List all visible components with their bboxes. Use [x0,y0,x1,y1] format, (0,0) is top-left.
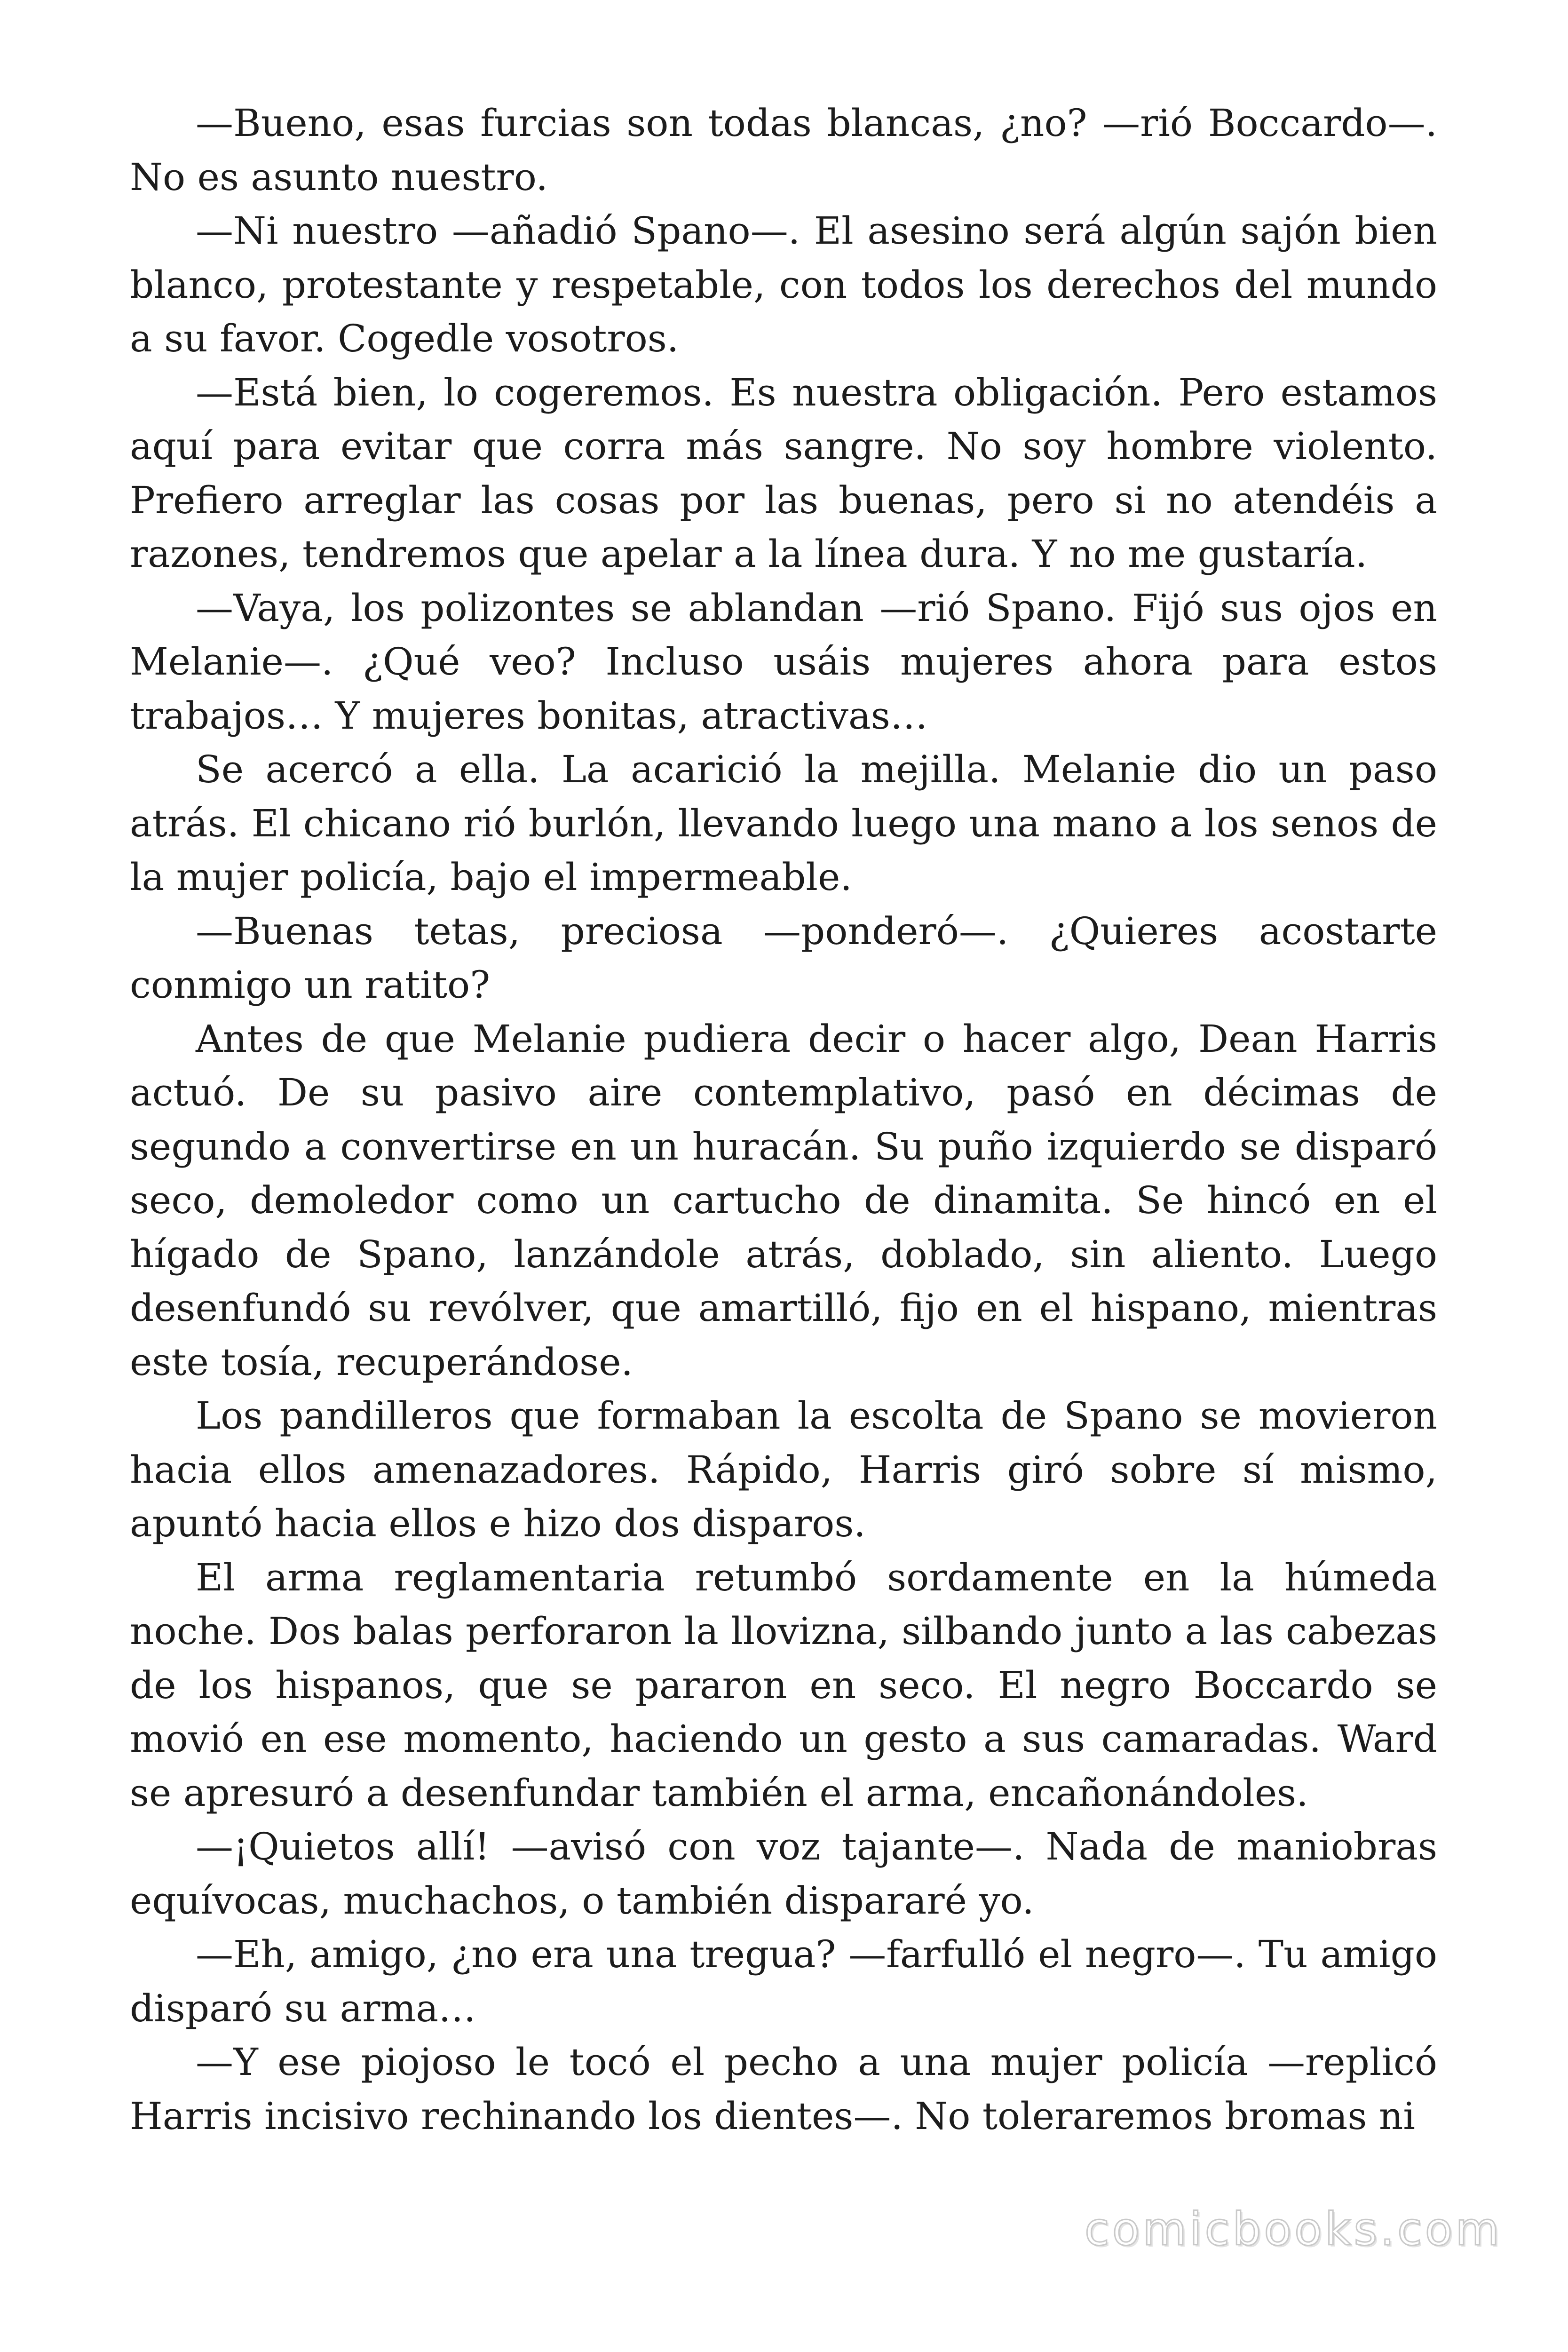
paragraph-4: —Vaya, los polizontes se ablandan —rió Spano. Fijó sus ojos en Melanie—. ¿Qué veo? Incluso usáis mujeres ahora para estos trabajos… Y mujeres bonitas, atractivas… [130,586,1437,738]
paragraph-8: Los pandilleros que formaban la escolta de Spano se movieron hacia ellos amenazadores. Rápido, Harris giró sobre sí mismo, apuntó hacia ellos e hizo dos disparos. [130,1394,1437,1545]
paragraph-6: —Buenas tetas, preciosa —ponderó—. ¿Quieres acostarte conmigo un ratito? [130,909,1437,1007]
paragraph-7: Antes de que Melanie pudiera decir o hacer algo, Dean Harris actuó. De su pasivo aire contemplativo, pasó en décimas de segundo a convertirse en un huracán. Su puño izquierdo se disparó seco, demoledor como un cartucho de dinamita. Se hincó en el hígado de Spano, lanzándole atrás, doblado, sin aliento. Luego desenfundó su revólver, que amartilló, fijo en el hispano, mientras este tosía, recuperándose. [130,1017,1437,1384]
watermark: comicbooks.com [1084,2203,1502,2256]
paragraph-11: —Eh, amigo, ¿no era una tregua? —farfulló el negro—. Tu amigo disparó su arma… [130,1932,1437,2030]
paragraph-2: —Ni nuestro —añadió Spano—. El asesino será algún sajón bien blanco, protestante y respetable, con todos los derechos del mundo a su favor. Cogedle vosotros. [130,209,1437,360]
body-text [130,96,1437,2143]
paragraph-12: —Y ese piojoso le tocó el pecho a una mujer policía —replicó Harris incisivo rechinando los dientes—. No toleraremos bromas ni [130,2040,1437,2138]
paragraph-3: —Está bien, lo cogeremos. Es nuestra obligación. Pero estamos aquí para evitar que corra más sangre. No soy hombre violento. Prefiero arreglar las cosas por las buenas, pero si no atendéis a razones, tendremos que apelar a la línea dura. Y no me gustaría. [130,370,1437,576]
paragraph-5: Se acercó a ella. La acarició la mejilla. Melanie dio un paso atrás. El chicano rió burlón, llevando luego una mano a los senos de la mujer policía, bajo el impermeable. [130,747,1437,899]
paragraph-1: —Bueno, esas furcias son todas blancas, ¿no? —rió Boccardo—. No es asunto nuestro. [130,101,1437,199]
paragraph-9: El arma reglamentaria retumbó sordamente en la húmeda noche. Dos balas perforaron la llovizna, silbando junto a las cabezas de los hispanos, que se pararon en seco. El negro Boccardo se movió en ese momento, haciendo un gesto a sus camaradas. Ward se apresuró a desenfundar también el arma, encañonándoles. [130,1555,1437,1815]
paragraph-10: —¡Quietos allí! —avisó con voz tajante—. Nada de maniobras equívocas, muchachos, o también dispararé yo. [130,1825,1437,1923]
